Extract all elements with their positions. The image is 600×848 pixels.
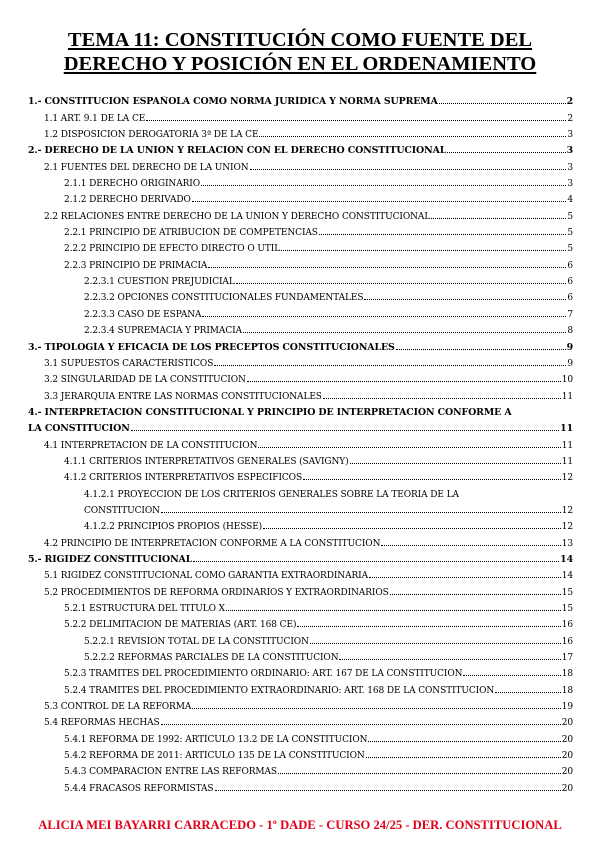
toc-entry[interactable] [28,402,573,435]
toc-leader-dots [250,168,567,170]
toc-entry-page: 14 [561,571,573,582]
toc-leader-dots [447,151,565,153]
toc-entry[interactable] [28,320,573,336]
toc-entry-page: 15 [561,587,573,598]
toc-entry[interactable] [28,434,573,450]
toc-entry[interactable] [28,483,573,516]
toc-leader-dots [303,478,561,480]
toc-leader-dots [297,625,560,627]
toc-entry[interactable] [28,581,573,597]
toc-leader-dots [369,576,561,578]
toc-entry-label: 2.2.3.4 SUPREMACÍA Y PRIMACÍA [84,326,242,337]
toc-entry-label: 2.2.3.3 CASO DE ESPAÑA [84,309,202,320]
toc-entry[interactable] [28,451,573,467]
toc-leader-dots [281,249,566,251]
toc-entry-label: 2.1.2 DERECHO DERIVADO [64,195,191,206]
toc-entry[interactable] [28,745,573,761]
toc-entry-page: 15 [561,604,573,614]
toc-entry-page: 16 [561,620,573,631]
toc-entry-page: 4 [567,195,573,206]
toc-entry-label: 5.1 RIGIDEZ CONSTITUCIONAL COMO GARANTÍA EXTRAORDINARIA [44,571,368,582]
toc-leader-dots [131,429,559,431]
toc-entry[interactable] [28,254,573,270]
toc-entry[interactable] [28,369,573,385]
toc-entry-label: 5.3 CONTROL DE LA REFORMA [44,702,192,713]
toc-entry-label: 4.1.1 CRITERIOS INTERPRETATIVOS GENERALES (SAVIGNY) [64,456,349,467]
toc-leader-dots [214,364,566,366]
toc-leader-dots [193,560,559,562]
toc-entry[interactable] [28,156,573,172]
toc-entry-page: 10 [561,375,573,386]
toc-leader-dots [236,282,567,284]
toc-leader-dots [192,200,567,202]
toc-entry[interactable] [28,189,573,205]
toc-entry-label: LA CONSTITUCIÓN [28,423,130,435]
toc-entry-page: 5 [567,244,573,255]
toc-leader-dots [215,789,561,791]
toc-leader-dots [226,609,561,611]
toc-entry-label: 5.2.2.1 REVISIÓN TOTAL DE LA CONSTITUCIÓN [84,636,309,647]
toc-entry-label: 1.1 ART. 9.1 DE LA CE [44,113,146,124]
toc-entry[interactable] [28,663,573,679]
toc-entry-label: 3.1 SUPUESTOS CARACTERÍSTICOS [44,358,214,369]
toc-entry-page: 11 [561,391,573,402]
toc-entry-page: 7 [567,309,573,320]
toc-entry-label: 5.4.4 FRACASOS REFORMISTAS [64,783,214,794]
toc-leader-dots [258,446,560,448]
toc-leader-dots [192,707,560,709]
toc-entry-label: 4.1.2.1 PROYECCIÓN DE LOS CRITERIOS GENERALES SOBRE LA TEORÍA DE LA [84,489,459,500]
toc-entry-page: 16 [561,636,573,647]
toc-entry-label: 1.- CONSTITUCIÓN ESPAÑOLA COMO NORMA JURÍDICA Y NORMA SUPREMA [28,96,438,108]
toc-entry-page: 20 [561,767,573,778]
toc-entry[interactable] [28,124,573,140]
toc-leader-dots [439,102,566,104]
toc-entry-label: 5.2 PROCEDIMIENTOS DE REFORMA ORDINARIOS Y EXTRAORDINARIOS [44,587,389,598]
toc-entry[interactable] [28,614,573,630]
toc-entry-page: 6 [567,277,573,288]
toc-entry-label: 5.2.1 ESTRUCTURA DEL TÍTULO X [64,604,225,614]
toc-entry[interactable] [28,532,573,548]
toc-entry-page: 20 [561,734,573,745]
toc-entry[interactable] [28,761,573,777]
toc-entry-label: 3.- TIPOLOGÍA Y EFICACIA DE LOS PRECEPTOS CONSTITUCIONALES [28,341,395,353]
toc-entry[interactable] [28,205,573,221]
toc-leader-dots [259,135,566,137]
toc-entry-page: 18 [561,669,573,680]
toc-entry[interactable] [28,598,573,614]
toc-entry-page: 3 [567,130,573,141]
toc-entry-label: 5.2.2 DELIMITACIÓN DE MATERIAS (ART. 168 CE) [64,620,297,631]
toc-entry-label: 2.1 FUENTES DEL DERECHO DE LA UNIÓN [44,162,249,173]
toc-entry-label: 4.1.2.2 PRINCIPIOS PROPIOS (HESSE) [84,522,263,533]
toc-leader-dots [243,331,566,333]
toc-entry-label: 5.4.1 REFORMA DE 1992: ARTÍCULO 13.2 DE LA CONSTITUCIÓN [64,734,368,745]
toc-entry-page: 14 [560,553,573,565]
toc-entry-page: 5 [567,228,573,239]
title-line-2: DERECHO Y POSICIÓN EN EL ORDENAMIENTO [63,53,537,75]
toc-entry-label: 5.2.4 TRÁMITES DEL PROCEDIMIENTO EXTRAORDINARIO: ART. 168 DE LA CONSTITUCIÓN [64,685,495,696]
toc-entry[interactable] [28,565,573,581]
toc-entry[interactable] [28,728,573,744]
toc-entry-label: 1.2 DISPOSICIÓN DEROGATORIA 3ª DE LA CE [44,130,259,141]
toc-entry-page: 11 [561,456,573,467]
toc-leader-dots [161,723,561,725]
toc-entry-page: 5 [567,211,573,222]
toc-entry-page: 6 [567,260,573,271]
toc-entry[interactable] [28,140,573,156]
toc-entry-label: 3.3 JERARQUÍA ENTRE LAS NORMAS CONSTITUCIONALES [44,391,322,402]
toc-entry-page: 3 [566,145,573,157]
toc-leader-dots [366,756,561,758]
toc-entry-label: 2.- DERECHO DE LA UNIÓN Y RELACIÓN CON EL DERECHO CONSTITUCIONAL [28,145,447,157]
toc-leader-dots [310,642,561,644]
toc-entry[interactable] [28,303,573,319]
toc-entry[interactable] [28,287,573,303]
toc-entry[interactable] [28,467,573,483]
toc-leader-dots [463,674,560,676]
toc-leader-dots [396,348,566,350]
toc-entry-page: 12 [561,522,573,533]
toc-entry[interactable] [28,385,573,401]
toc-entry-page: 20 [561,751,573,762]
toc-entry-label: 2.1.1 DERECHO ORIGINARIO [64,179,201,190]
toc-entry-page: 2 [567,113,573,124]
footer-author-line: ALICIA MEI BAYARRI CARRACEDO - 1º DADE - CURSO 24/25 - DER. CONSTITUCIONAL [38,818,562,832]
toc-entry[interactable] [28,696,573,712]
toc-leader-dots [323,397,561,399]
toc-leader-dots [263,527,561,529]
table-of-contents [28,91,573,794]
toc-leader-dots [247,380,561,382]
toc-entry-page: 9 [567,358,573,369]
toc-entry[interactable] [28,353,573,369]
toc-entry[interactable] [28,336,573,352]
toc-entry-label: 4.- INTERPRETACIÓN CONSTITUCIONAL Y PRINCIPIO DE INTERPRETACIÓN CONFORME A [28,406,512,418]
toc-entry-page: 11 [561,440,573,451]
toc-entry-label: 2.2.2 PRINCIPIO DE EFECTO DIRECTO O ÚTIL [64,244,281,255]
toc-entry-page: 6 [567,293,573,304]
toc-entry-label: 2.2.3.2 OPCIONES CONSTITUCIONALES FUNDAMENTALES [84,293,364,304]
toc-leader-dots [278,772,561,774]
toc-entry-page: 20 [561,783,573,794]
toc-entry-page: 12 [561,505,573,516]
toc-entry-label: 2.2.1 PRINCIPIO DE ATRIBUCIÓN DE COMPETENCIAS [64,228,318,239]
document-title [0,28,600,76]
toc-entry-label: 5.4 REFORMAS HECHAS [44,718,160,729]
toc-entry-label: 5.2.2.2 REFORMAS PARCIALES DE LA CONSTITUCIÓN [84,653,339,664]
toc-entry-page: 19 [561,702,573,713]
toc-entry-label: 5.4.3 COMPARACIÓN ENTRE LAS REFORMAS [64,767,277,778]
toc-entry-page: 12 [561,473,573,484]
toc-entry-label: 5.2.3 TRÁMITES DEL PROCEDIMIENTO ORDINARIO: ART. 167 DE LA CONSTITUCIÓN [64,669,463,680]
toc-entry-page: 18 [561,685,573,696]
toc-entry-label: 4.1 INTERPRETACIÓN DE LA CONSTITUCIÓN [44,440,258,451]
toc-entry[interactable] [28,91,573,107]
toc-entry-label: 5.- RIGIDEZ CONSTITUCIONAL [28,553,193,565]
title-line-1: TEMA 11: CONSTITUCIÓN COMO FUENTE DEL [67,29,533,51]
toc-entry[interactable] [28,630,573,646]
toc-leader-dots [339,658,560,660]
toc-leader-dots [381,544,560,546]
toc-entry-label: 2.2.3 PRINCIPIO DE PRIMACÍA [64,260,208,271]
toc-entry-page: 3 [567,162,573,173]
toc-leader-dots [495,691,561,693]
toc-entry-page: 8 [567,326,573,337]
toc-entry[interactable] [28,549,573,565]
toc-leader-dots [431,217,566,219]
toc-entry[interactable] [28,222,573,238]
toc-leader-dots [201,184,566,186]
toc-leader-dots [161,511,561,513]
toc-leader-dots [319,233,566,235]
toc-entry-label: 4.1.2 CRITERIOS INTERPRETATIVOS ESPECÍFICOS [64,473,303,484]
toc-entry-page: 9 [566,341,573,353]
toc-entry-label: 2.2 RELACIONES ENTRE DERECHO DE LA UNIÓN Y DERECHO CONSTITUCIONAL [44,211,431,222]
toc-entry-page: 20 [561,718,573,729]
toc-entry[interactable] [28,777,573,793]
toc-leader-dots [208,266,566,268]
toc-entry[interactable] [28,647,573,663]
toc-entry-page: 17 [561,653,573,664]
toc-entry[interactable] [28,516,573,532]
toc-leader-dots [146,119,566,121]
toc-entry-label: 2.2.3.1 CUESTIÓN PREJUDICIAL [84,277,235,288]
toc-entry[interactable] [28,107,573,123]
toc-entry-page: 2 [566,96,573,108]
toc-entry-label: 5.4.2 REFORMA DE 2011: ARTÍCULO 135 DE LA CONSTITUCIÓN [64,751,365,762]
toc-entry-page: 11 [560,423,573,435]
toc-entry-label: 4.2 PRINCIPIO DE INTERPRETACIÓN CONFORME A LA CONSTITUCIÓN [44,538,381,549]
toc-leader-dots [390,593,561,595]
toc-entry[interactable] [28,271,573,287]
toc-entry-label: 3.2 SINGULARIDAD DE LA CONSTITUCIÓN [44,375,246,386]
toc-entry[interactable] [28,679,573,695]
toc-leader-dots [350,462,561,464]
toc-entry-label: CONSTITUCIÓN [84,505,160,516]
toc-entry[interactable] [28,173,573,189]
toc-leader-dots [368,740,560,742]
toc-entry[interactable] [28,712,573,728]
toc-leader-dots [364,298,566,300]
toc-entry-page: 3 [567,179,573,190]
toc-entry[interactable] [28,238,573,254]
toc-leader-dots [202,315,566,317]
toc-entry-page: 13 [561,538,573,549]
